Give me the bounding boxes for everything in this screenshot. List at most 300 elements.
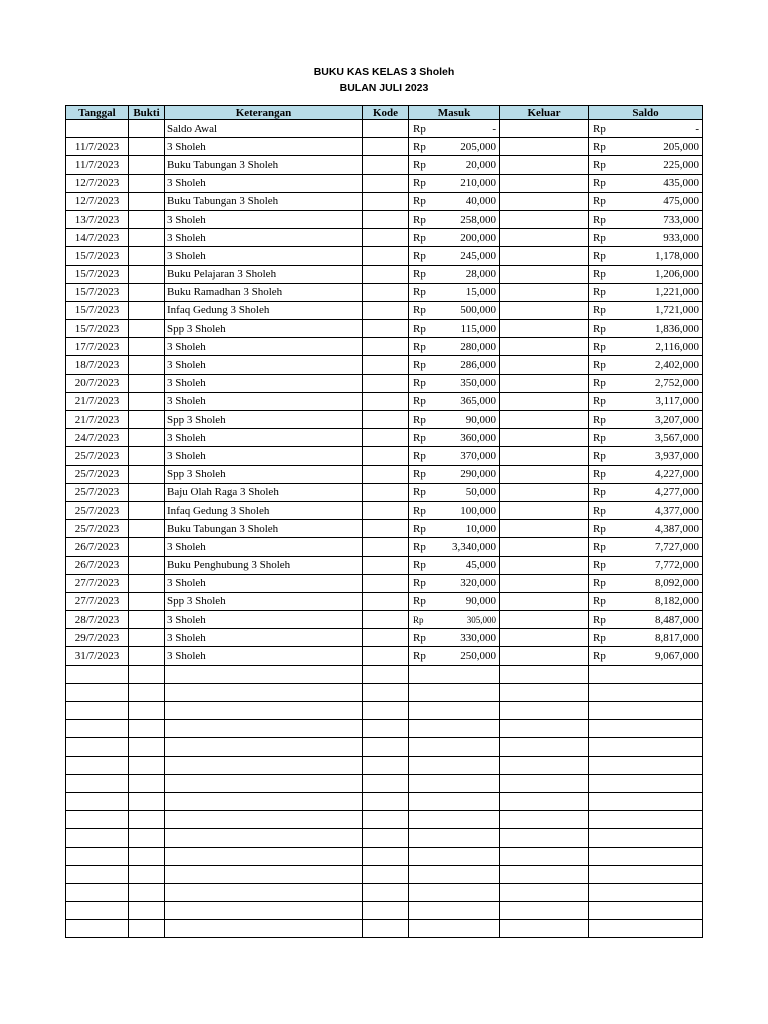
cell-kode[interactable] bbox=[363, 865, 409, 883]
cell-tanggal[interactable]: 25/7/2023 bbox=[66, 447, 129, 465]
cell-saldo[interactable] bbox=[589, 847, 703, 865]
cell-kode[interactable] bbox=[363, 792, 409, 810]
cell-kode[interactable] bbox=[363, 483, 409, 501]
cell-tanggal[interactable] bbox=[66, 120, 129, 138]
cell-tanggal[interactable]: 15/7/2023 bbox=[66, 320, 129, 338]
cell-bukti[interactable] bbox=[129, 811, 165, 829]
cell-kode[interactable] bbox=[363, 120, 409, 138]
cell-kode[interactable] bbox=[363, 683, 409, 701]
cell-kode[interactable] bbox=[363, 811, 409, 829]
cell-keluar[interactable] bbox=[500, 520, 589, 538]
cell-kode[interactable] bbox=[363, 210, 409, 228]
cell-keterangan[interactable] bbox=[165, 829, 363, 847]
cell-saldo[interactable] bbox=[589, 774, 703, 792]
cell-keterangan[interactable]: 3 Sholeh bbox=[165, 429, 363, 447]
cell-saldo[interactable] bbox=[589, 174, 703, 192]
cell-masuk[interactable] bbox=[409, 283, 500, 301]
cell-keterangan[interactable] bbox=[165, 720, 363, 738]
cell-keterangan[interactable]: 3 Sholeh bbox=[165, 629, 363, 647]
cell-keterangan[interactable] bbox=[165, 811, 363, 829]
cell-tanggal[interactable] bbox=[66, 865, 129, 883]
cell-tanggal[interactable]: 15/7/2023 bbox=[66, 247, 129, 265]
cell-saldo[interactable] bbox=[589, 356, 703, 374]
cell-bukti[interactable] bbox=[129, 902, 165, 920]
cell-masuk[interactable] bbox=[409, 192, 500, 210]
cell-kode[interactable] bbox=[363, 538, 409, 556]
cell-keluar[interactable] bbox=[500, 647, 589, 665]
cell-keluar[interactable] bbox=[500, 665, 589, 683]
cell-saldo[interactable] bbox=[589, 611, 703, 629]
cell-bukti[interactable] bbox=[129, 756, 165, 774]
cell-keterangan[interactable]: Buku Penghubung 3 Sholeh bbox=[165, 556, 363, 574]
cell-keterangan[interactable]: 3 Sholeh bbox=[165, 538, 363, 556]
cell-tanggal[interactable] bbox=[66, 738, 129, 756]
cell-keterangan[interactable] bbox=[165, 865, 363, 883]
cell-saldo[interactable] bbox=[589, 920, 703, 938]
cell-kode[interactable] bbox=[363, 301, 409, 319]
cell-masuk[interactable] bbox=[409, 811, 500, 829]
cell-bukti[interactable] bbox=[129, 465, 165, 483]
cell-tanggal[interactable]: 15/7/2023 bbox=[66, 283, 129, 301]
cell-bukti[interactable] bbox=[129, 647, 165, 665]
cell-tanggal[interactable]: 27/7/2023 bbox=[66, 592, 129, 610]
cell-kode[interactable] bbox=[363, 229, 409, 247]
cell-keterangan[interactable]: 3 Sholeh bbox=[165, 611, 363, 629]
cell-tanggal[interactable]: 26/7/2023 bbox=[66, 538, 129, 556]
cell-masuk[interactable] bbox=[409, 720, 500, 738]
cell-tanggal[interactable] bbox=[66, 756, 129, 774]
cell-bukti[interactable] bbox=[129, 229, 165, 247]
cell-tanggal[interactable] bbox=[66, 847, 129, 865]
cell-masuk[interactable] bbox=[409, 356, 500, 374]
cell-masuk[interactable] bbox=[409, 611, 500, 629]
cell-masuk[interactable] bbox=[409, 592, 500, 610]
cell-tanggal[interactable]: 15/7/2023 bbox=[66, 265, 129, 283]
cell-keluar[interactable] bbox=[500, 865, 589, 883]
cell-bukti[interactable] bbox=[129, 320, 165, 338]
cell-tanggal[interactable]: 18/7/2023 bbox=[66, 356, 129, 374]
cell-kode[interactable] bbox=[363, 356, 409, 374]
cell-bukti[interactable] bbox=[129, 174, 165, 192]
cell-keterangan[interactable]: 3 Sholeh bbox=[165, 356, 363, 374]
cell-saldo[interactable] bbox=[589, 702, 703, 720]
cell-kode[interactable] bbox=[363, 774, 409, 792]
cell-masuk[interactable] bbox=[409, 501, 500, 519]
cell-kode[interactable] bbox=[363, 392, 409, 410]
cell-saldo[interactable] bbox=[589, 247, 703, 265]
cell-bukti[interactable] bbox=[129, 265, 165, 283]
cell-keluar[interactable] bbox=[500, 501, 589, 519]
cell-tanggal[interactable] bbox=[66, 702, 129, 720]
cell-saldo[interactable] bbox=[589, 683, 703, 701]
cell-kode[interactable] bbox=[363, 702, 409, 720]
cell-keluar[interactable] bbox=[500, 920, 589, 938]
cell-saldo[interactable] bbox=[589, 265, 703, 283]
cell-kode[interactable] bbox=[363, 629, 409, 647]
cell-bukti[interactable] bbox=[129, 120, 165, 138]
cell-kode[interactable] bbox=[363, 374, 409, 392]
cell-bukti[interactable] bbox=[129, 192, 165, 210]
cell-tanggal[interactable]: 15/7/2023 bbox=[66, 301, 129, 319]
cell-keluar[interactable] bbox=[500, 338, 589, 356]
cell-kode[interactable] bbox=[363, 556, 409, 574]
cell-keterangan[interactable]: Buku Tabungan 3 Sholeh bbox=[165, 156, 363, 174]
cell-bukti[interactable] bbox=[129, 210, 165, 228]
cell-saldo[interactable] bbox=[589, 520, 703, 538]
cell-kode[interactable] bbox=[363, 738, 409, 756]
cell-bukti[interactable] bbox=[129, 247, 165, 265]
cell-keluar[interactable] bbox=[500, 174, 589, 192]
cell-keluar[interactable] bbox=[500, 702, 589, 720]
cell-tanggal[interactable] bbox=[66, 811, 129, 829]
cell-tanggal[interactable]: 29/7/2023 bbox=[66, 629, 129, 647]
cell-keluar[interactable] bbox=[500, 447, 589, 465]
cell-masuk[interactable] bbox=[409, 847, 500, 865]
cell-bukti[interactable] bbox=[129, 792, 165, 810]
cell-bukti[interactable] bbox=[129, 592, 165, 610]
cell-keterangan[interactable]: Buku Tabungan 3 Sholeh bbox=[165, 192, 363, 210]
cell-saldo[interactable] bbox=[589, 629, 703, 647]
cell-saldo[interactable] bbox=[589, 756, 703, 774]
cell-keterangan[interactable] bbox=[165, 902, 363, 920]
cell-tanggal[interactable]: 11/7/2023 bbox=[66, 156, 129, 174]
cell-bukti[interactable] bbox=[129, 156, 165, 174]
cell-bukti[interactable] bbox=[129, 483, 165, 501]
cell-tanggal[interactable] bbox=[66, 774, 129, 792]
cell-masuk[interactable] bbox=[409, 120, 500, 138]
cell-keterangan[interactable] bbox=[165, 847, 363, 865]
cell-tanggal[interactable] bbox=[66, 920, 129, 938]
cell-kode[interactable] bbox=[363, 829, 409, 847]
cell-kode[interactable] bbox=[363, 574, 409, 592]
cell-masuk[interactable] bbox=[409, 920, 500, 938]
cell-keterangan[interactable]: Spp 3 Sholeh bbox=[165, 465, 363, 483]
cell-keluar[interactable] bbox=[500, 320, 589, 338]
cell-kode[interactable] bbox=[363, 520, 409, 538]
cell-keterangan[interactable]: Saldo Awal bbox=[165, 120, 363, 138]
cell-masuk[interactable] bbox=[409, 865, 500, 883]
cell-tanggal[interactable]: 20/7/2023 bbox=[66, 374, 129, 392]
cell-keterangan[interactable] bbox=[165, 665, 363, 683]
cell-keluar[interactable] bbox=[500, 829, 589, 847]
cell-keterangan[interactable]: 3 Sholeh bbox=[165, 447, 363, 465]
cell-tanggal[interactable]: 26/7/2023 bbox=[66, 556, 129, 574]
cell-saldo[interactable] bbox=[589, 883, 703, 901]
cell-saldo[interactable] bbox=[589, 720, 703, 738]
cell-keluar[interactable] bbox=[500, 138, 589, 156]
cell-keluar[interactable] bbox=[500, 629, 589, 647]
cell-saldo[interactable] bbox=[589, 865, 703, 883]
cell-masuk[interactable] bbox=[409, 520, 500, 538]
cell-masuk[interactable] bbox=[409, 665, 500, 683]
cell-keluar[interactable] bbox=[500, 411, 589, 429]
cell-keluar[interactable] bbox=[500, 356, 589, 374]
cell-keluar[interactable] bbox=[500, 210, 589, 228]
cell-saldo[interactable] bbox=[589, 829, 703, 847]
cell-tanggal[interactable]: 25/7/2023 bbox=[66, 465, 129, 483]
cell-tanggal[interactable] bbox=[66, 829, 129, 847]
cell-masuk[interactable] bbox=[409, 174, 500, 192]
cell-masuk[interactable] bbox=[409, 156, 500, 174]
cell-keluar[interactable] bbox=[500, 611, 589, 629]
cell-masuk[interactable] bbox=[409, 738, 500, 756]
cell-keterangan[interactable] bbox=[165, 683, 363, 701]
cell-tanggal[interactable]: 14/7/2023 bbox=[66, 229, 129, 247]
cell-bukti[interactable] bbox=[129, 447, 165, 465]
cell-kode[interactable] bbox=[363, 501, 409, 519]
cell-keluar[interactable] bbox=[500, 192, 589, 210]
cell-saldo[interactable] bbox=[589, 338, 703, 356]
cell-keterangan[interactable]: 3 Sholeh bbox=[165, 392, 363, 410]
cell-saldo[interactable] bbox=[589, 501, 703, 519]
cell-bukti[interactable] bbox=[129, 865, 165, 883]
cell-kode[interactable] bbox=[363, 847, 409, 865]
cell-keluar[interactable] bbox=[500, 392, 589, 410]
cell-keluar[interactable] bbox=[500, 811, 589, 829]
cell-bukti[interactable] bbox=[129, 538, 165, 556]
cell-saldo[interactable] bbox=[589, 301, 703, 319]
cell-bukti[interactable] bbox=[129, 501, 165, 519]
cell-saldo[interactable] bbox=[589, 392, 703, 410]
cell-keterangan[interactable]: Buku Tabungan 3 Sholeh bbox=[165, 520, 363, 538]
cell-masuk[interactable] bbox=[409, 702, 500, 720]
cell-keluar[interactable] bbox=[500, 283, 589, 301]
cell-tanggal[interactable] bbox=[66, 665, 129, 683]
cell-keluar[interactable] bbox=[500, 774, 589, 792]
cell-bukti[interactable] bbox=[129, 356, 165, 374]
cell-keterangan[interactable]: 3 Sholeh bbox=[165, 138, 363, 156]
cell-bukti[interactable] bbox=[129, 301, 165, 319]
cell-kode[interactable] bbox=[363, 647, 409, 665]
cell-kode[interactable] bbox=[363, 265, 409, 283]
cell-keterangan[interactable]: 3 Sholeh bbox=[165, 210, 363, 228]
cell-kode[interactable] bbox=[363, 429, 409, 447]
cell-keluar[interactable] bbox=[500, 883, 589, 901]
cell-keluar[interactable] bbox=[500, 792, 589, 810]
cell-masuk[interactable] bbox=[409, 210, 500, 228]
cell-bukti[interactable] bbox=[129, 665, 165, 683]
cell-bukti[interactable] bbox=[129, 611, 165, 629]
cell-keluar[interactable] bbox=[500, 847, 589, 865]
cell-masuk[interactable] bbox=[409, 556, 500, 574]
cell-saldo[interactable] bbox=[589, 429, 703, 447]
cell-kode[interactable] bbox=[363, 592, 409, 610]
cell-tanggal[interactable]: 11/7/2023 bbox=[66, 138, 129, 156]
cell-keluar[interactable] bbox=[500, 592, 589, 610]
cell-keterangan[interactable] bbox=[165, 883, 363, 901]
cell-tanggal[interactable]: 31/7/2023 bbox=[66, 647, 129, 665]
cell-masuk[interactable] bbox=[409, 902, 500, 920]
cell-keluar[interactable] bbox=[500, 374, 589, 392]
cell-keluar[interactable] bbox=[500, 156, 589, 174]
cell-bukti[interactable] bbox=[129, 411, 165, 429]
cell-saldo[interactable] bbox=[589, 738, 703, 756]
cell-bukti[interactable] bbox=[129, 629, 165, 647]
cell-bukti[interactable] bbox=[129, 374, 165, 392]
cell-tanggal[interactable]: 12/7/2023 bbox=[66, 192, 129, 210]
cell-masuk[interactable] bbox=[409, 447, 500, 465]
cell-kode[interactable] bbox=[363, 247, 409, 265]
cell-kode[interactable] bbox=[363, 338, 409, 356]
cell-masuk[interactable] bbox=[409, 538, 500, 556]
cell-tanggal[interactable]: 28/7/2023 bbox=[66, 611, 129, 629]
cell-saldo[interactable] bbox=[589, 556, 703, 574]
cell-keluar[interactable] bbox=[500, 556, 589, 574]
cell-tanggal[interactable] bbox=[66, 902, 129, 920]
cell-masuk[interactable] bbox=[409, 756, 500, 774]
cell-saldo[interactable] bbox=[589, 483, 703, 501]
cell-keterangan[interactable]: 3 Sholeh bbox=[165, 647, 363, 665]
cell-kode[interactable] bbox=[363, 902, 409, 920]
cell-kode[interactable] bbox=[363, 756, 409, 774]
cell-keterangan[interactable]: Infaq Gedung 3 Sholeh bbox=[165, 501, 363, 519]
cell-keterangan[interactable]: Baju Olah Raga 3 Sholeh bbox=[165, 483, 363, 501]
cell-saldo[interactable] bbox=[589, 138, 703, 156]
cell-tanggal[interactable]: 13/7/2023 bbox=[66, 210, 129, 228]
cell-tanggal[interactable]: 17/7/2023 bbox=[66, 338, 129, 356]
cell-keluar[interactable] bbox=[500, 465, 589, 483]
cell-bukti[interactable] bbox=[129, 520, 165, 538]
cell-keluar[interactable] bbox=[500, 574, 589, 592]
cell-kode[interactable] bbox=[363, 320, 409, 338]
cell-kode[interactable] bbox=[363, 883, 409, 901]
cell-masuk[interactable] bbox=[409, 392, 500, 410]
cell-saldo[interactable] bbox=[589, 792, 703, 810]
cell-kode[interactable] bbox=[363, 192, 409, 210]
cell-keluar[interactable] bbox=[500, 756, 589, 774]
cell-kode[interactable] bbox=[363, 138, 409, 156]
cell-keterangan[interactable]: 3 Sholeh bbox=[165, 338, 363, 356]
cell-keterangan[interactable]: Buku Ramadhan 3 Sholeh bbox=[165, 283, 363, 301]
cell-masuk[interactable] bbox=[409, 301, 500, 319]
cell-keterangan[interactable]: 3 Sholeh bbox=[165, 247, 363, 265]
cell-keterangan[interactable]: Spp 3 Sholeh bbox=[165, 411, 363, 429]
cell-keterangan[interactable]: Buku Pelajaran 3 Sholeh bbox=[165, 265, 363, 283]
cell-bukti[interactable] bbox=[129, 920, 165, 938]
cell-saldo[interactable] bbox=[589, 465, 703, 483]
cell-tanggal[interactable] bbox=[66, 792, 129, 810]
cell-keluar[interactable] bbox=[500, 301, 589, 319]
cell-masuk[interactable] bbox=[409, 338, 500, 356]
cell-kode[interactable] bbox=[363, 283, 409, 301]
cell-kode[interactable] bbox=[363, 411, 409, 429]
cell-tanggal[interactable]: 25/7/2023 bbox=[66, 501, 129, 519]
cell-bukti[interactable] bbox=[129, 829, 165, 847]
cell-masuk[interactable] bbox=[409, 883, 500, 901]
cell-keluar[interactable] bbox=[500, 483, 589, 501]
cell-masuk[interactable] bbox=[409, 465, 500, 483]
cell-saldo[interactable] bbox=[589, 592, 703, 610]
cell-bukti[interactable] bbox=[129, 720, 165, 738]
cell-keterangan[interactable] bbox=[165, 738, 363, 756]
cell-saldo[interactable] bbox=[589, 902, 703, 920]
cell-saldo[interactable] bbox=[589, 665, 703, 683]
cell-keterangan[interactable] bbox=[165, 756, 363, 774]
cell-saldo[interactable] bbox=[589, 283, 703, 301]
cell-bukti[interactable] bbox=[129, 429, 165, 447]
cell-masuk[interactable] bbox=[409, 683, 500, 701]
cell-masuk[interactable] bbox=[409, 647, 500, 665]
cell-tanggal[interactable]: 24/7/2023 bbox=[66, 429, 129, 447]
cell-masuk[interactable] bbox=[409, 411, 500, 429]
cell-masuk[interactable] bbox=[409, 792, 500, 810]
cell-bukti[interactable] bbox=[129, 847, 165, 865]
cell-keluar[interactable] bbox=[500, 720, 589, 738]
cell-tanggal[interactable]: 21/7/2023 bbox=[66, 392, 129, 410]
cell-tanggal[interactable] bbox=[66, 720, 129, 738]
cell-keluar[interactable] bbox=[500, 429, 589, 447]
cell-tanggal[interactable]: 27/7/2023 bbox=[66, 574, 129, 592]
cell-keluar[interactable] bbox=[500, 902, 589, 920]
cell-masuk[interactable] bbox=[409, 265, 500, 283]
cell-tanggal[interactable]: 12/7/2023 bbox=[66, 174, 129, 192]
cell-kode[interactable] bbox=[363, 447, 409, 465]
cell-saldo[interactable] bbox=[589, 320, 703, 338]
cell-saldo[interactable] bbox=[589, 411, 703, 429]
cell-masuk[interactable] bbox=[409, 320, 500, 338]
cell-keterangan[interactable]: 3 Sholeh bbox=[165, 574, 363, 592]
cell-keluar[interactable] bbox=[500, 229, 589, 247]
cell-saldo[interactable] bbox=[589, 120, 703, 138]
cell-bukti[interactable] bbox=[129, 702, 165, 720]
cell-masuk[interactable] bbox=[409, 574, 500, 592]
cell-bukti[interactable] bbox=[129, 738, 165, 756]
cell-bukti[interactable] bbox=[129, 556, 165, 574]
cell-saldo[interactable] bbox=[589, 374, 703, 392]
cell-masuk[interactable] bbox=[409, 774, 500, 792]
cell-keluar[interactable] bbox=[500, 738, 589, 756]
cell-keterangan[interactable]: 3 Sholeh bbox=[165, 374, 363, 392]
cell-keluar[interactable] bbox=[500, 538, 589, 556]
cell-keluar[interactable] bbox=[500, 683, 589, 701]
cell-tanggal[interactable] bbox=[66, 683, 129, 701]
cell-tanggal[interactable]: 25/7/2023 bbox=[66, 483, 129, 501]
cell-keluar[interactable] bbox=[500, 247, 589, 265]
cell-kode[interactable] bbox=[363, 920, 409, 938]
cell-kode[interactable] bbox=[363, 156, 409, 174]
cell-masuk[interactable] bbox=[409, 483, 500, 501]
cell-masuk[interactable] bbox=[409, 229, 500, 247]
cell-keterangan[interactable] bbox=[165, 920, 363, 938]
cell-keterangan[interactable]: Spp 3 Sholeh bbox=[165, 320, 363, 338]
cell-keterangan[interactable] bbox=[165, 702, 363, 720]
cell-saldo[interactable] bbox=[589, 156, 703, 174]
cell-bukti[interactable] bbox=[129, 574, 165, 592]
cell-masuk[interactable] bbox=[409, 374, 500, 392]
cell-keterangan[interactable] bbox=[165, 792, 363, 810]
cell-keluar[interactable] bbox=[500, 265, 589, 283]
cell-saldo[interactable] bbox=[589, 538, 703, 556]
cell-masuk[interactable] bbox=[409, 429, 500, 447]
cell-saldo[interactable] bbox=[589, 574, 703, 592]
cell-keluar[interactable] bbox=[500, 120, 589, 138]
cell-keterangan[interactable]: 3 Sholeh bbox=[165, 229, 363, 247]
cell-bukti[interactable] bbox=[129, 138, 165, 156]
cell-tanggal[interactable]: 25/7/2023 bbox=[66, 520, 129, 538]
cell-saldo[interactable] bbox=[589, 192, 703, 210]
cell-masuk[interactable] bbox=[409, 629, 500, 647]
cell-kode[interactable] bbox=[363, 665, 409, 683]
cell-keterangan[interactable] bbox=[165, 774, 363, 792]
cell-bukti[interactable] bbox=[129, 392, 165, 410]
cell-tanggal[interactable] bbox=[66, 883, 129, 901]
cell-tanggal[interactable]: 21/7/2023 bbox=[66, 411, 129, 429]
cell-keterangan[interactable]: Spp 3 Sholeh bbox=[165, 592, 363, 610]
cell-saldo[interactable] bbox=[589, 210, 703, 228]
cell-kode[interactable] bbox=[363, 465, 409, 483]
cell-keterangan[interactable]: Infaq Gedung 3 Sholeh bbox=[165, 301, 363, 319]
cell-masuk[interactable] bbox=[409, 247, 500, 265]
